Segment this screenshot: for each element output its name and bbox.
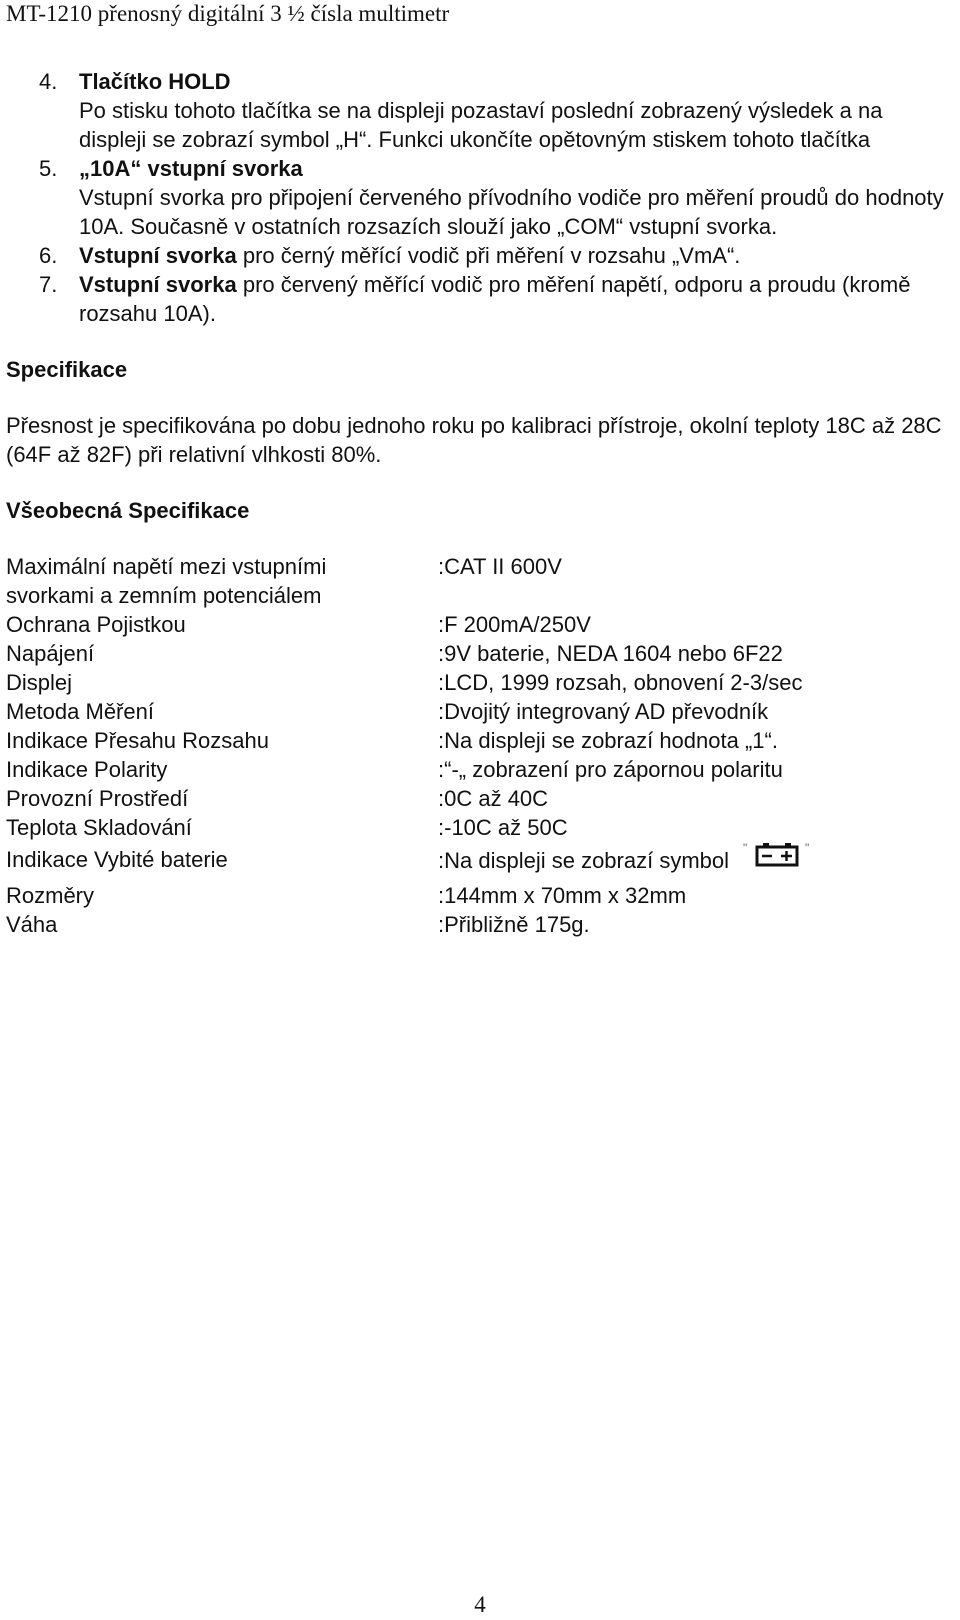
spec-value: :Dvojitý integrovaný AD převodník: [438, 699, 769, 724]
spec-row: [6, 784, 946, 813]
item-description: Vstupní svorka pro připojení červeného přívodního vodiče pro měření proudů do hodnoty 10A. Současně v ostatních rozsazích slouží jako „COM“ vstupní svorka.: [79, 185, 944, 239]
spec-label: Indikace Přesahu Rozsahu: [6, 728, 269, 753]
item-description: Po stisku tohoto tlačítka se na displeji pozastaví poslední zobrazený výsledek a na displeji se zobrazí symbol „H“. Funkci ukončíte opětovným stiskem tohoto tlačítka: [79, 98, 883, 152]
spec-label: Teplota Skladování: [6, 815, 192, 840]
spec-label: Napájení: [6, 641, 95, 666]
item-number: 4.: [39, 69, 58, 94]
spec-value: :Na displeji se zobrazí hodnota „1“.: [438, 728, 778, 753]
list-item: [6, 154, 946, 241]
specification-text: Přesnost je specifikována po dobu jednoho roku po kalibraci přístroje, okolní teploty 18C až 28C (64F až 82F) při relativní vlhkosti 80%.: [6, 413, 942, 467]
item-description: pro černý měřící vodič při měření v rozsahu „VmA“.: [236, 243, 741, 268]
document-header: MT-1210 přenosný digitální 3 ½ čísla multimetr: [6, 1, 450, 26]
spec-row: [6, 881, 946, 910]
spec-value: :CAT II 600V: [438, 554, 562, 579]
spec-value: :“-„ zobrazení pro zápornou polaritu: [438, 757, 783, 782]
general-specification-heading: Všeobecná Specifikace: [6, 498, 250, 523]
spec-label: Indikace Polarity: [6, 757, 168, 782]
svg-text:": ": [743, 842, 748, 855]
item-title: Tlačítko HOLD: [79, 69, 231, 94]
item-title: Vstupní svorka: [79, 243, 237, 268]
item-number: 5.: [39, 156, 58, 181]
spec-row: [6, 755, 946, 784]
spec-row: [6, 697, 946, 726]
spec-row: [6, 610, 946, 639]
spec-value-with-icon: [438, 842, 946, 881]
item-number: 7.: [39, 272, 58, 297]
svg-text:": ": [805, 842, 810, 855]
item-number: 6.: [39, 243, 58, 268]
spec-value: :9V baterie, NEDA 1604 nebo 6F22: [438, 641, 783, 666]
document-body: [6, 67, 946, 939]
spec-label: Váha: [6, 912, 58, 937]
item-description: pro červený měřící vodič pro měření napětí, odporu a proudu (kromě rozsahu 10A).: [79, 272, 911, 326]
spec-label: Metoda Měření: [6, 699, 154, 724]
spec-value: :Přibližně 175g.: [438, 912, 590, 937]
page-number: 4: [474, 1592, 486, 1617]
spec-row: [6, 552, 946, 610]
spec-row: [6, 639, 946, 668]
spec-row: [6, 910, 946, 939]
list-item: [6, 67, 946, 154]
spec-row: [6, 726, 946, 755]
list-item: [6, 241, 946, 270]
spec-row: [6, 813, 946, 842]
spec-value: :Na displeji se zobrazí symbol: [438, 848, 730, 873]
specification-heading: Specifikace: [6, 357, 128, 382]
feature-list: [6, 67, 946, 328]
spec-label: Rozměry: [6, 883, 95, 908]
general-specification-table: [6, 552, 946, 939]
spec-row: [6, 842, 946, 881]
battery-icon: [743, 842, 815, 881]
list-item: [6, 270, 946, 328]
spec-row: [6, 668, 946, 697]
spec-label: Provozní Prostředí: [6, 786, 189, 811]
spec-value: :0C až 40C: [438, 786, 549, 811]
item-title: „10A“ vstupní svorka: [79, 156, 303, 181]
spec-value: :LCD, 1999 rozsah, obnovení 2-3/sec: [438, 670, 803, 695]
spec-label: Displej: [6, 670, 73, 695]
spec-label: Maximální napětí mezi vstupními svorkami a zemním potenciálem: [6, 554, 327, 608]
item-title: Vstupní svorka: [79, 272, 237, 297]
spec-label: Indikace Vybité baterie: [6, 847, 228, 872]
spec-label: Ochrana Pojistkou: [6, 612, 186, 637]
spec-value: :-10C až 50C: [438, 815, 568, 840]
spec-value: :144mm x 70mm x 32mm: [438, 883, 687, 908]
spec-value: :F 200mA/250V: [438, 612, 591, 637]
